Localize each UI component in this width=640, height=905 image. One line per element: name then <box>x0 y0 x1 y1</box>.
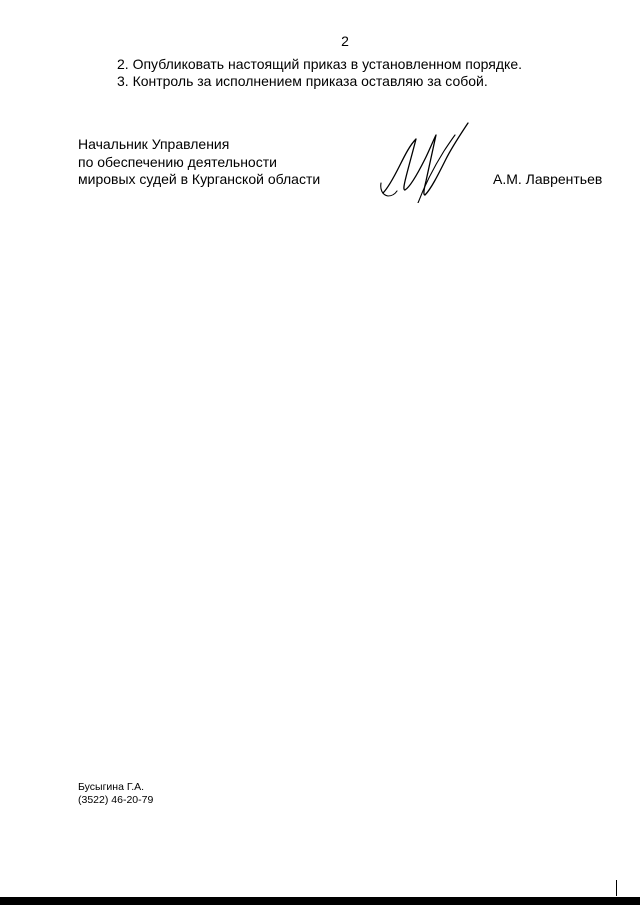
list-item-control: 3. Контроль за исполнением приказа оставляю за собой. <box>117 73 488 89</box>
page-number: 2 <box>341 33 349 49</box>
executor-info <box>78 781 153 807</box>
scan-edge-mark <box>616 880 617 896</box>
signer-position-line: Начальник Управления <box>78 136 230 152</box>
signer-position-line: мировых судей в Курганской области <box>78 171 321 187</box>
handwritten-signature <box>378 117 486 203</box>
signer-name: А.М. Лаврентьев <box>493 171 603 187</box>
signer-position-line: по обеспечению деятельности <box>78 153 277 170</box>
signer-position <box>78 136 320 189</box>
list-item-publish: 2. Опубликовать настоящий приказ в установленном порядке. <box>117 56 523 72</box>
executor-phone: (3522) 46-20-79 <box>78 794 154 806</box>
scan-bottom-border <box>0 897 640 905</box>
executor-name: Бусыгина Г.А. <box>78 781 145 793</box>
